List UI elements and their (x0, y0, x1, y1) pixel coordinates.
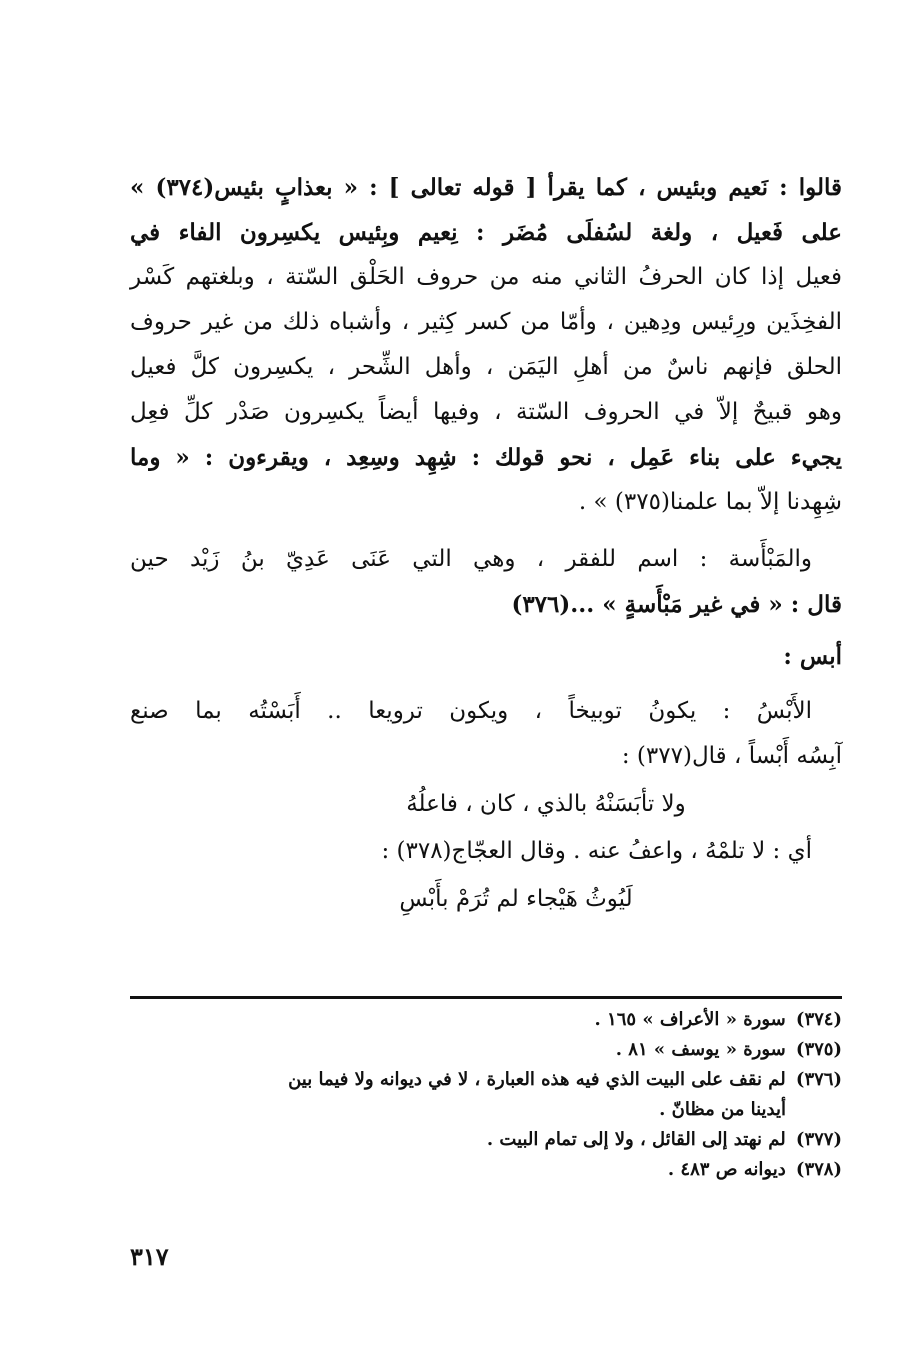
footnote-divider (130, 996, 842, 999)
paragraph-3 (130, 689, 842, 779)
footnote-number: (٣٧٦) (795, 1069, 842, 1090)
footnote-number: (٣٧٧) (795, 1129, 842, 1150)
footnote-number: (٣٧٨) (795, 1159, 842, 1180)
text-line: أي : لا تلمْهُ ، واعفُ عنه . وقال العجّاج(٣٧٨) : (381, 838, 812, 864)
footnote-number: (٣٧٥) (795, 1039, 842, 1060)
page-number: ٣١٧ (130, 1242, 169, 1271)
text-line: آبِسُه أَبْساً ، قال(٣٧٧) : (621, 743, 842, 769)
text-line: والمَبْأَسة : اسم للفقر ، وهي التي عَنَى عَدِيّ بنُ زَيْد حين (130, 546, 812, 572)
footnote-text: لم نقف على البيت الذي فيه هذه العبارة ، لا في ديوانه ولا فيما بين (288, 1069, 786, 1090)
text-line: على فَعيل ، ولغة لسُفلَى مُضَر : نِعيم وبِئيس يكسِرون الفاء في (130, 219, 842, 246)
footnote-text: لم نهتد إلى القائل ، ولا إلى تمام البيت . (486, 1129, 786, 1150)
text-line: الفخِذَين ورِئيس ودِهين ، وأمّا من كسر كِثير ، وأشباه ذلك من غير حروف (130, 309, 842, 335)
text-line: وهو قبيحٌ إلاّ في الحروف السّتة ، وفيها أيضاً يكسِرون صَدْر كلِّ فعِل (130, 399, 842, 425)
footnote (130, 1065, 842, 1125)
poetry-verse: ولا تأبَسَنْهُ بالذي ، كان ، فاعلُهُ (406, 791, 686, 817)
paragraph-2 (130, 537, 842, 627)
text-line: الحلق فإنهم ناسٌ من أهلِ اليَمَن ، وأهل الشِّحر ، يكسِرون كلَّ فعيل (130, 354, 842, 380)
footnote-text: سورة « يوسف » ٨١ . (615, 1039, 786, 1060)
footnote (130, 1005, 842, 1035)
footnote-number: (٣٧٤) (795, 1009, 842, 1030)
entry-heading: أبس : (783, 643, 842, 670)
text-line: الأَبْسُ : يكونُ توبيخاً ، ويكون ترويعا .. أَبَسْتُه بما صنع (130, 698, 812, 724)
footnote (130, 1125, 842, 1155)
footnote (130, 1155, 842, 1185)
footnotes (130, 1005, 842, 1185)
footnote-text: ديوانه ص ٤٨٣ . (667, 1159, 786, 1180)
main-text (130, 165, 842, 924)
footnote-continuation: أيدينا من مظانّ . (659, 1099, 786, 1120)
poetry-verse: لَيُوثُ هَيْجاء لم تُرَمْ بأَبْسِ (399, 886, 633, 912)
text-line: قالوا : نَعيم وبئيس ، كما يقرأ [ قوله تعالى ] : « بعذابٍ بئيس(٣٧٤) » (130, 174, 842, 201)
footnote (130, 1035, 842, 1065)
text-line: شِهِدنا إلاّ بما علمنا(٣٧٥) » . (578, 489, 842, 515)
footnote-text: سورة « الأعراف » ١٦٥ . (594, 1009, 786, 1030)
text-line: قال : « في غير مَبْأَسةٍ » ...(٣٧٦) (511, 591, 842, 618)
paragraph-1 (130, 165, 842, 525)
text-line: يجيء على بناء عَمِل ، نحو قولك : شِهِد وسِعِد ، ويقرءون : « وما (130, 444, 842, 471)
text-line: فعيل إذا كان الحرفُ الثاني منه من حروف الحَلْق السّتة ، وبلغتهم كَسْر (130, 264, 842, 290)
